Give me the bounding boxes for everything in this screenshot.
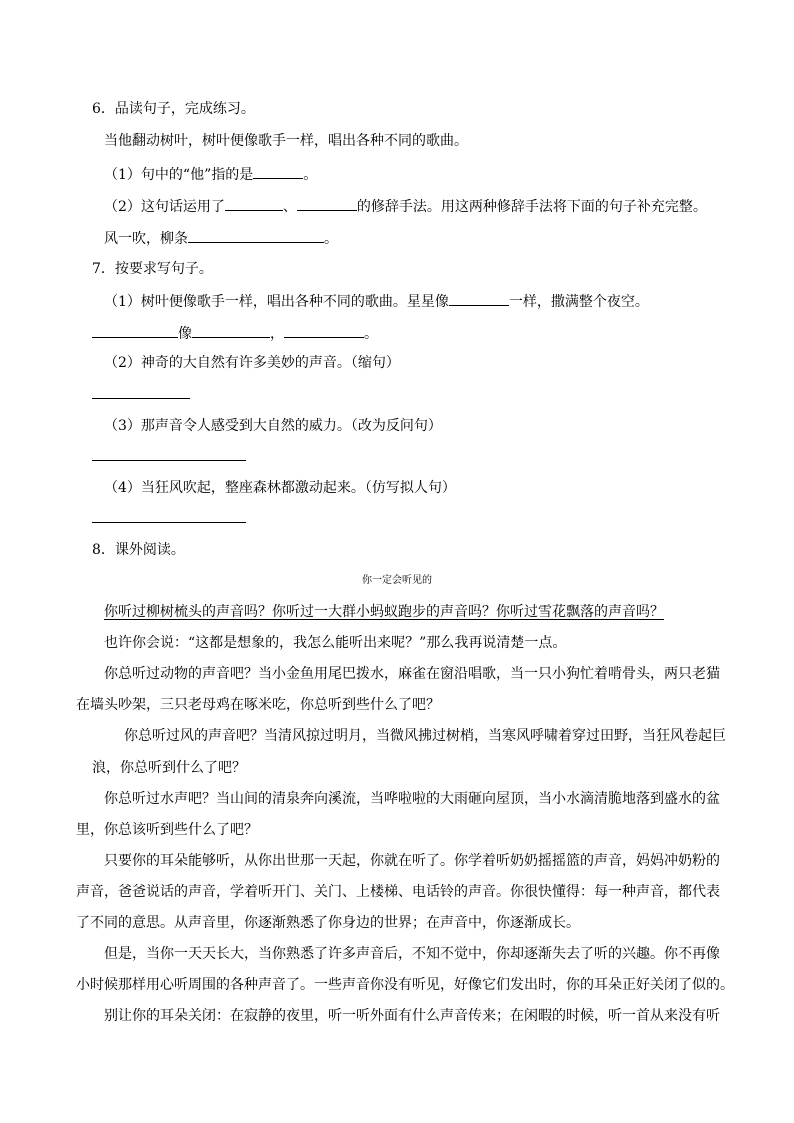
passage-para-3-line-1: 你总听过动物的声音吧？当小金鱼用尾巴拨水，麻雀在窗沿唱歌，当一只小狗忙着啃骨头，两只老猫 [104,666,720,682]
answer-blank[interactable] [225,196,283,211]
q7-part1-line2-end: 。 [364,326,378,342]
q6-part3-text: 风一吹，柳条 [104,231,188,247]
q7-heading: 7．按要求写句子。 [92,261,213,277]
q6-part2-text: （2）这句话运用了 [104,199,225,215]
passage-para-2: 也许你会说：“这都是想象的，我怎么能听出来呢？”那么我再说清楚一点。 [104,635,567,651]
passage-para-3-line-2: 在墙头吵架，三只老母鸡在啄米吃，你总听到些什么了吧？ [76,697,440,713]
q7-part1 [104,291,649,311]
q8-heading: 8．课外阅读。 [92,542,185,558]
answer-blank[interactable] [284,323,364,338]
q6-part3-end: 。 [324,231,338,247]
passage-para-7-line-1: 但是，当你一天天长大，当你熟悉了许多声音后，不知不觉中，你却逐渐失去了听的兴趣。你不再像 [104,946,720,962]
answer-line[interactable] [92,398,190,399]
q6-heading: 6．品读句子，完成练习。 [92,101,255,117]
passage-para-7-line-2: 小时候那样用心听周围的各种声音了。一些声音你没有听见，好像它们发出时，你的耳朵正好关闭了似的。 [76,977,734,993]
q6-part2-sep: 、 [282,199,297,215]
q7-part1-line2 [92,323,378,343]
q7-part1-text-2: 一样，撒满整个夜空。 [508,294,649,310]
q7-part2: （2）神奇的大自然有许多美妙的声音。（缩句） [104,355,400,371]
passage-para-5-line-1: 你总听过水声吧？当山间的清泉奔向溪流，当哗啦啦的大雨砸向屋顶，当小水滴清脆地落到盛水的盆 [104,791,720,807]
q6-part3 [104,228,338,248]
answer-blank[interactable] [297,196,357,211]
answer-blank[interactable] [188,228,324,243]
q7-part1-line2-like: 像 [178,326,192,342]
q7-part1-text: （1）树叶便像歌手一样，唱出各种不同的歌曲。星星像 [104,294,449,310]
q6-part1-end: 。 [303,167,318,183]
passage-para-4-line-1: 你总听过风的声音吧？当清风掠过明月，当微风拂过树梢，当寒风呼啸着穿过田野，当狂风卷起巨 [124,728,726,744]
q6-part2 [104,196,707,216]
passage-para-6-line-3: 了不同的意思。从声音里，你逐渐熟悉了你身边的世界；在声音中，你逐渐成长。 [76,915,580,931]
q6-part1 [104,164,317,184]
passage-para-8-line-1: 别让你的耳朵关闭：在寂静的夜里，听一听外面有什么声音传来；在闲暇的时候，听一首从来没有听 [104,1008,720,1024]
answer-blank[interactable] [253,164,303,179]
passage-para-4-line-2: 浪，你总听到什么了吧？ [92,760,246,776]
q7-part3: （3）那声音令人感受到大自然的威力。（改为反问句） [104,418,442,434]
q6-part2-text-2: 的修辞手法。用这两种修辞手法将下面的句子补充完整。 [356,199,707,215]
answer-blank[interactable] [192,323,270,338]
passage-para-5-line-2: 里，你总该听到些什么了吧？ [76,822,258,838]
answer-line[interactable] [92,522,246,523]
answer-line[interactable] [92,460,246,461]
q6-part1-text: （1）句中的“他”指的是 [104,167,254,183]
passage-para-6-line-2: 声音，爸爸说话的声音，学着听开门、关门、上楼梯、电话铃的声音。你很快懂得：每一种声音，都代表 [76,884,720,900]
passage-para-6-line-1: 只要你的耳朵能够听，从你出世那一天起，你就在听了。你学着听奶奶摇摇篮的声音，妈妈冲奶粉的 [104,853,720,869]
answer-blank[interactable] [92,323,178,338]
passage-para-1: 你听过柳树梳头的声音吗？你听过一大群小蚂蚁跑步的声音吗？你听过雪花飘落的声音吗？ [104,604,664,620]
passage-title: 你一定会听见的 [362,575,432,586]
q7-part4: （4）当狂风吹起，整座森林都激动起来。（仿写拟人句） [104,480,456,496]
answer-blank[interactable] [449,291,509,306]
q6-sentence: 当他翻动树叶，树叶便像歌手一样，唱出各种不同的歌曲。 [104,133,468,149]
q7-part1-line2-comma: ， [270,326,284,342]
